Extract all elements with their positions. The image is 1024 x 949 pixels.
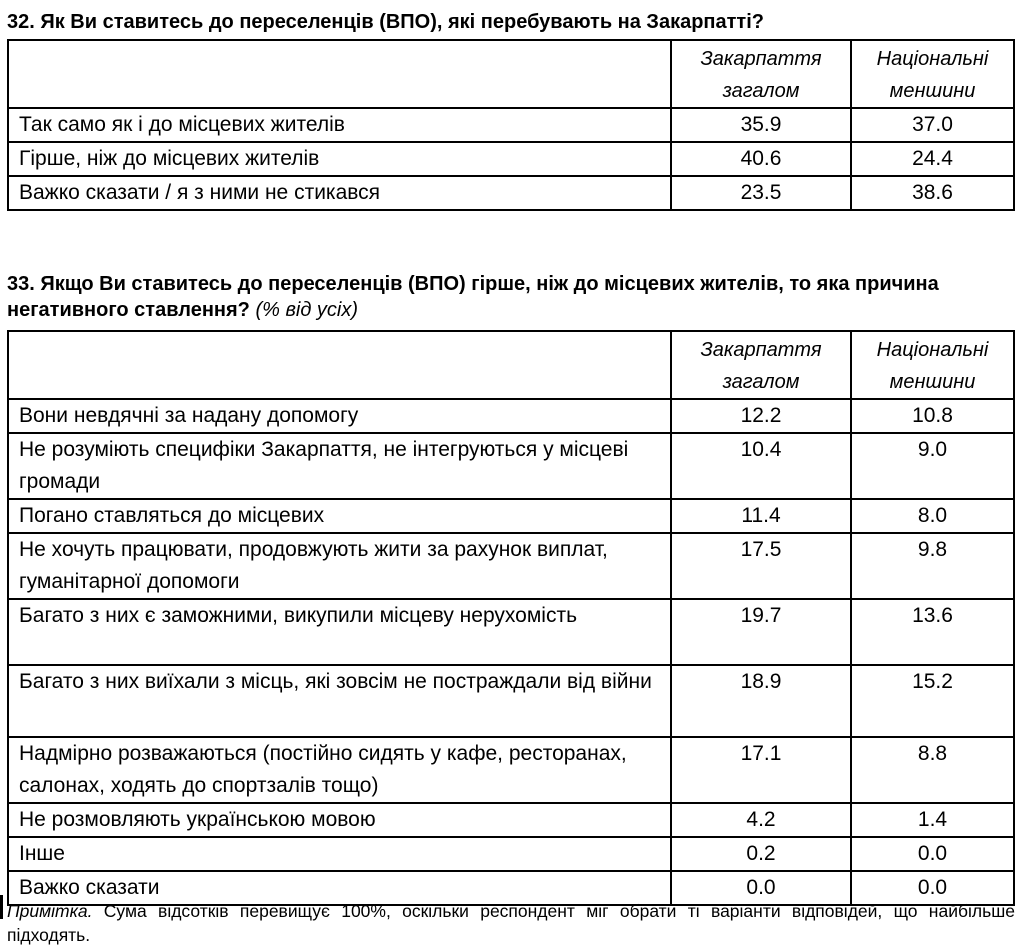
q33-subtitle: (% від усіх) xyxy=(255,299,359,321)
table-row xyxy=(8,499,1014,533)
value-zakarpattia: 35.9 xyxy=(671,108,851,142)
value-zakarpattia: 23.5 xyxy=(671,176,851,210)
table-row xyxy=(8,837,1014,871)
value-minorities: 8.8 xyxy=(851,737,1014,803)
row-label: Багато з них є заможними, викупили місцеву нерухомість xyxy=(8,599,671,665)
q32-table xyxy=(7,39,1015,211)
value-zakarpattia: 19.7 xyxy=(671,599,851,665)
header-minorities: Національні меншини xyxy=(851,40,1014,108)
q32-title-text: 32. Як Ви ставитесь до переселенців (ВПО), які перебувають на Закарпатті? xyxy=(7,11,765,33)
value-zakarpattia: 11.4 xyxy=(671,499,851,533)
row-label: Важко сказати / я з ними не стикався xyxy=(8,176,671,210)
value-minorities: 8.0 xyxy=(851,499,1014,533)
row-label: Не розмовляють українською мовою xyxy=(8,803,671,837)
table-header-row xyxy=(8,331,1014,399)
row-label: Багато з них виїхали з місць, які зовсім не постраждали від війни xyxy=(8,665,671,737)
table-row xyxy=(8,176,1014,210)
value-zakarpattia: 12.2 xyxy=(671,399,851,433)
value-minorities: 9.0 xyxy=(851,433,1014,499)
value-minorities: 9.8 xyxy=(851,533,1014,599)
row-label: Не розуміють специфіки Закарпаття, не інтегруються у місцеві громади xyxy=(8,433,671,499)
header-zakarpattia: Закарпаття загалом xyxy=(671,331,851,399)
row-label: Важко сказати xyxy=(8,871,671,905)
margin-mark xyxy=(0,895,3,919)
table-row xyxy=(8,803,1014,837)
header-empty xyxy=(8,331,671,399)
value-zakarpattia: 10.4 xyxy=(671,433,851,499)
value-zakarpattia: 17.1 xyxy=(671,737,851,803)
table-row xyxy=(8,142,1014,176)
value-minorities: 13.6 xyxy=(851,599,1014,665)
row-label: Так само як і до місцевих жителів xyxy=(8,108,671,142)
table-header-row xyxy=(8,40,1014,108)
value-zakarpattia: 0.2 xyxy=(671,837,851,871)
value-minorities: 0.0 xyxy=(851,837,1014,871)
q33-table xyxy=(7,330,1015,906)
value-minorities: 0.0 xyxy=(851,871,1014,905)
value-zakarpattia: 40.6 xyxy=(671,142,851,176)
table-row xyxy=(8,108,1014,142)
value-zakarpattia: 4.2 xyxy=(671,803,851,837)
value-minorities: 24.4 xyxy=(851,142,1014,176)
header-empty xyxy=(8,40,671,108)
row-label: Вони невдячні за надану допомогу xyxy=(8,399,671,433)
table-row xyxy=(8,433,1014,499)
value-zakarpattia: 17.5 xyxy=(671,533,851,599)
q32-title xyxy=(7,9,764,35)
row-label: Не хочуть працювати, продовжують жити за рахунок виплат, гуманітарної допомоги xyxy=(8,533,671,599)
value-zakarpattia: 0.0 xyxy=(671,871,851,905)
value-minorities: 1.4 xyxy=(851,803,1014,837)
footnote-text: Сума відсотків перевищує 100%, оскільки респондент міг обрати ті варіанти відповідей, що найбільше підходять. xyxy=(7,901,1015,945)
table-row xyxy=(8,599,1014,665)
row-label: Надмірно розважаються (постійно сидять у кафе, ресторанах, салонах, ходять до спортзалів тощо) xyxy=(8,737,671,803)
table-row xyxy=(8,533,1014,599)
value-minorities: 15.2 xyxy=(851,665,1014,737)
row-label: Гірше, ніж до місцевих жителів xyxy=(8,142,671,176)
q33-title xyxy=(7,271,1024,323)
table-row xyxy=(8,399,1014,433)
table-row xyxy=(8,737,1014,803)
row-label: Погано ставляться до місцевих xyxy=(8,499,671,533)
q33-title-text: 33. Якщо Ви ставитесь до переселенців (ВПО) гірше, ніж до місцевих жителів, то яка причина негативного ставлення? xyxy=(7,273,939,321)
row-label: Інше xyxy=(8,837,671,871)
header-minorities: Національні меншини xyxy=(851,331,1014,399)
value-zakarpattia: 18.9 xyxy=(671,665,851,737)
value-minorities: 37.0 xyxy=(851,108,1014,142)
footnote-lead: Примітка. xyxy=(7,901,93,921)
value-minorities: 38.6 xyxy=(851,176,1014,210)
value-minorities: 10.8 xyxy=(851,399,1014,433)
header-zakarpattia: Закарпаття загалом xyxy=(671,40,851,108)
footnote xyxy=(7,899,1015,947)
table-row xyxy=(8,665,1014,737)
